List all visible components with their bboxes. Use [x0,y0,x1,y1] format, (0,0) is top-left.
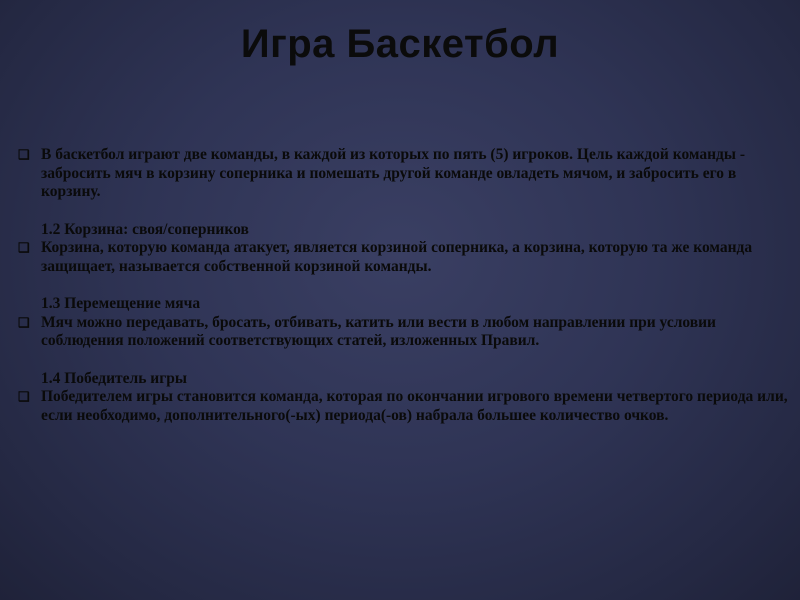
slide-content [18,146,788,425]
section-heading-ball-movement [18,295,788,314]
section-heading-text: 1.3 Перемещение мяча [41,295,201,312]
section-heading-text: 1.4 Победитель игры [41,369,188,387]
section-heading-winner [18,370,788,389]
paragraph-text: Победителем игры становится команда, которая по окончании игрового времени четвертого периода или, если необходимо, дополнительного(-ых) периода(-ов) набрала большее количество очков. [41,388,788,424]
section-heading-basket [18,221,788,240]
slide-title: Игра Баскетбол [240,22,560,66]
bullet-icon: ❑ [18,389,30,404]
paragraph-text: Мяч можно передавать, бросать, отбивать, катить или вести в любом направлении при условии соблюдения положений соответствующих статей, изложенных Правил. [41,313,716,349]
paragraph-intro [18,146,788,202]
paragraph-text: Корзина, которую команда атакует, является корзиной соперника, а корзина, которую та же команда защищает, называется собственной корзиной команды. [41,239,753,275]
bullet-icon: ❑ [18,240,30,255]
paragraph-text: В баскетбол играют две команды, в каждой из которых по пять (5) игроков. Цель каждой команды - забросить мяч в корзину соперника и помешать другой команде овладеть мячом, и забросить его в корзину. [41,146,746,200]
paragraph-winner [18,388,788,425]
paragraph-basket [18,239,788,276]
paragraph-ball-movement [18,314,788,351]
bullet-icon: ❑ [18,314,30,330]
section-heading-text: 1.2 Корзина: своя/соперников [41,220,249,238]
bullet-icon: ❑ [18,147,30,162]
